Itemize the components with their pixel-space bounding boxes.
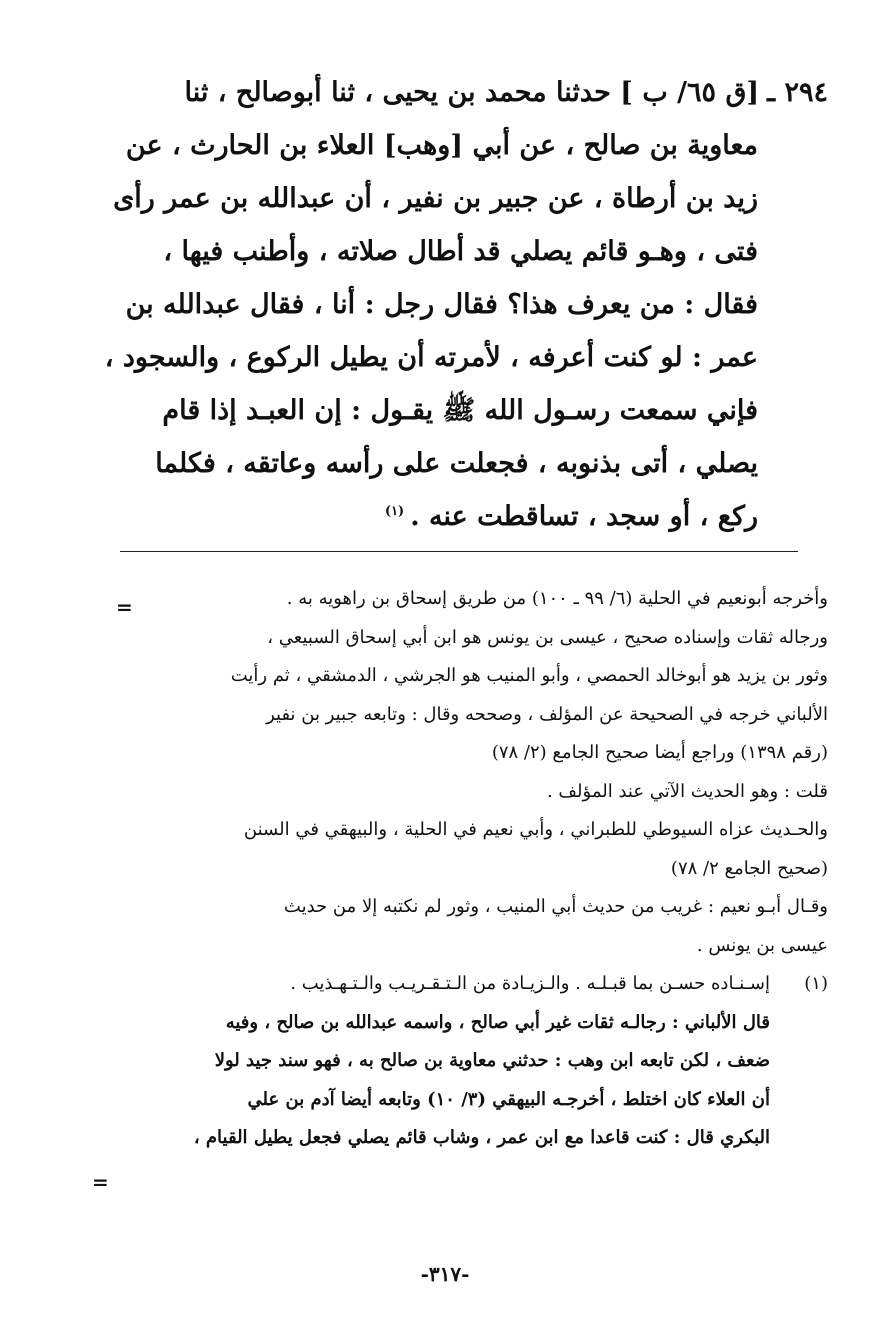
- footnote-line: (رقم ١٣٩٨) وراجع أيضا صحيح الجامع (٢/ ٧٨): [491, 742, 828, 763]
- footnote-1-line: البكري قال : كنت قاعدا مع ابن عمر ، وشاب قائم يصلي فجعل يطيل القيام ،: [193, 1127, 770, 1148]
- footnote-line: والحـديث عزاه السيوطي للطبراني ، وأبي نعيم في الحلية ، والبيهقي في السنن: [243, 819, 828, 840]
- hadith-line: فتى ، وهـو قائم يصلي قد أطال صلاته ، وأطنب فيها ،: [163, 236, 758, 267]
- footnote-line: وثور بن يزيد هو أبوخالد الحمصي ، وأبو المنيب هو الجرشي ، الدمشقي ، ثم رأيت: [230, 665, 828, 686]
- footnote-line: عيسى بن يونس .: [696, 934, 828, 956]
- continuation-end-mark: =: [92, 1170, 109, 1194]
- hadith-line: زيد بن أرطاة ، عن جبير بن نفير ، أن عبدالله بن عمر رأى: [113, 183, 758, 214]
- footnote-line: الألباني خرجه في الصحيحة عن المؤلف ، وصححه وقال : وتابعه جبير بن نفير: [266, 703, 828, 725]
- hadith-line: ركع ، أو سجد ، تساقطت عنه .$^{(١)}$: [384, 501, 758, 532]
- continuation-mark: =: [116, 595, 133, 619]
- hadith-line: عمر : لو كنت أعرفه ، لأمرته أن يطيل الركوع ، والسجود ،: [104, 342, 758, 373]
- footnote-line: وأخرجه أبونعيم في الحلية (٦/ ٩٩ ـ ١٠٠) من طريق إسحاق بن راهويه به .: [286, 588, 828, 609]
- hadith-line: فإني سمعت رسـول الله ﷺ يقـول : إن العبـد إذا قام: [162, 395, 758, 426]
- page-number: -٣١٧-: [420, 1262, 470, 1286]
- hadith-line: يصلي ، أتى بذنوبه ، فجعلت على رأسه وعاتقه ، فكلما: [155, 448, 758, 479]
- hadith-block: [66, 66, 828, 543]
- hadith-line: ٢٩٤ ـ[ق ٦٥/ ب ] حدثنا محمد بن يحيى ، ثنا أبوصالح ، ثنا: [184, 77, 828, 108]
- footnote-1-line: أن العلاء كان اختلط ، أخرجـه البيهقي (٣/ ١٠) وتابعه أيضا آدم بن علي: [247, 1088, 770, 1110]
- footnotes: [90, 580, 828, 1158]
- footnote-1-line: قال الألباني : رجالـه ثقات غير أبي صالح ، واسمه عبدالله بن صالح ، وفيه: [225, 1011, 770, 1033]
- hadith-number: ٢٩٤ ـ: [767, 77, 828, 108]
- footnote-separator: [120, 551, 798, 552]
- footnote-line: قلت : وهو الحديث الآتي عند المؤلف .: [546, 780, 828, 802]
- footnote-reference[interactable]: (١): [384, 504, 405, 519]
- footnote-1-line: (١)إسـنـاده حسـن بما قبـلـه . والـزيـادة من الـتـقـريـب والـتـهـذيب .: [90, 965, 828, 1004]
- footnote-1-line: ضعف ، لكن تابعه ابن وهب : حدثني معاوية بن صالح به ، فهو سند جيد لولا: [214, 1050, 770, 1071]
- hadith-line: معاوية بن صالح ، عن أبي [وهب] العلاء بن الحارث ، عن: [125, 130, 758, 161]
- footnote-1-marker: (١): [804, 973, 828, 994]
- footnote-line: وقـال أبـو نعيم : غريب من حديث أبي المنيب ، وثور لم نكتبه إلا من حديث: [283, 896, 828, 917]
- footnote-line: (صحيح الجامع ٢/ ٧٨): [670, 857, 828, 879]
- hadith-line: فقال : من يعرف هذا؟ فقال رجل : أنا ، فقال عبدالله بن: [125, 289, 758, 320]
- footnote-line: ورجاله ثقات وإسناده صحيح ، عيسى بن يونس هو ابن أبي إسحاق السبيعي ،: [267, 626, 828, 648]
